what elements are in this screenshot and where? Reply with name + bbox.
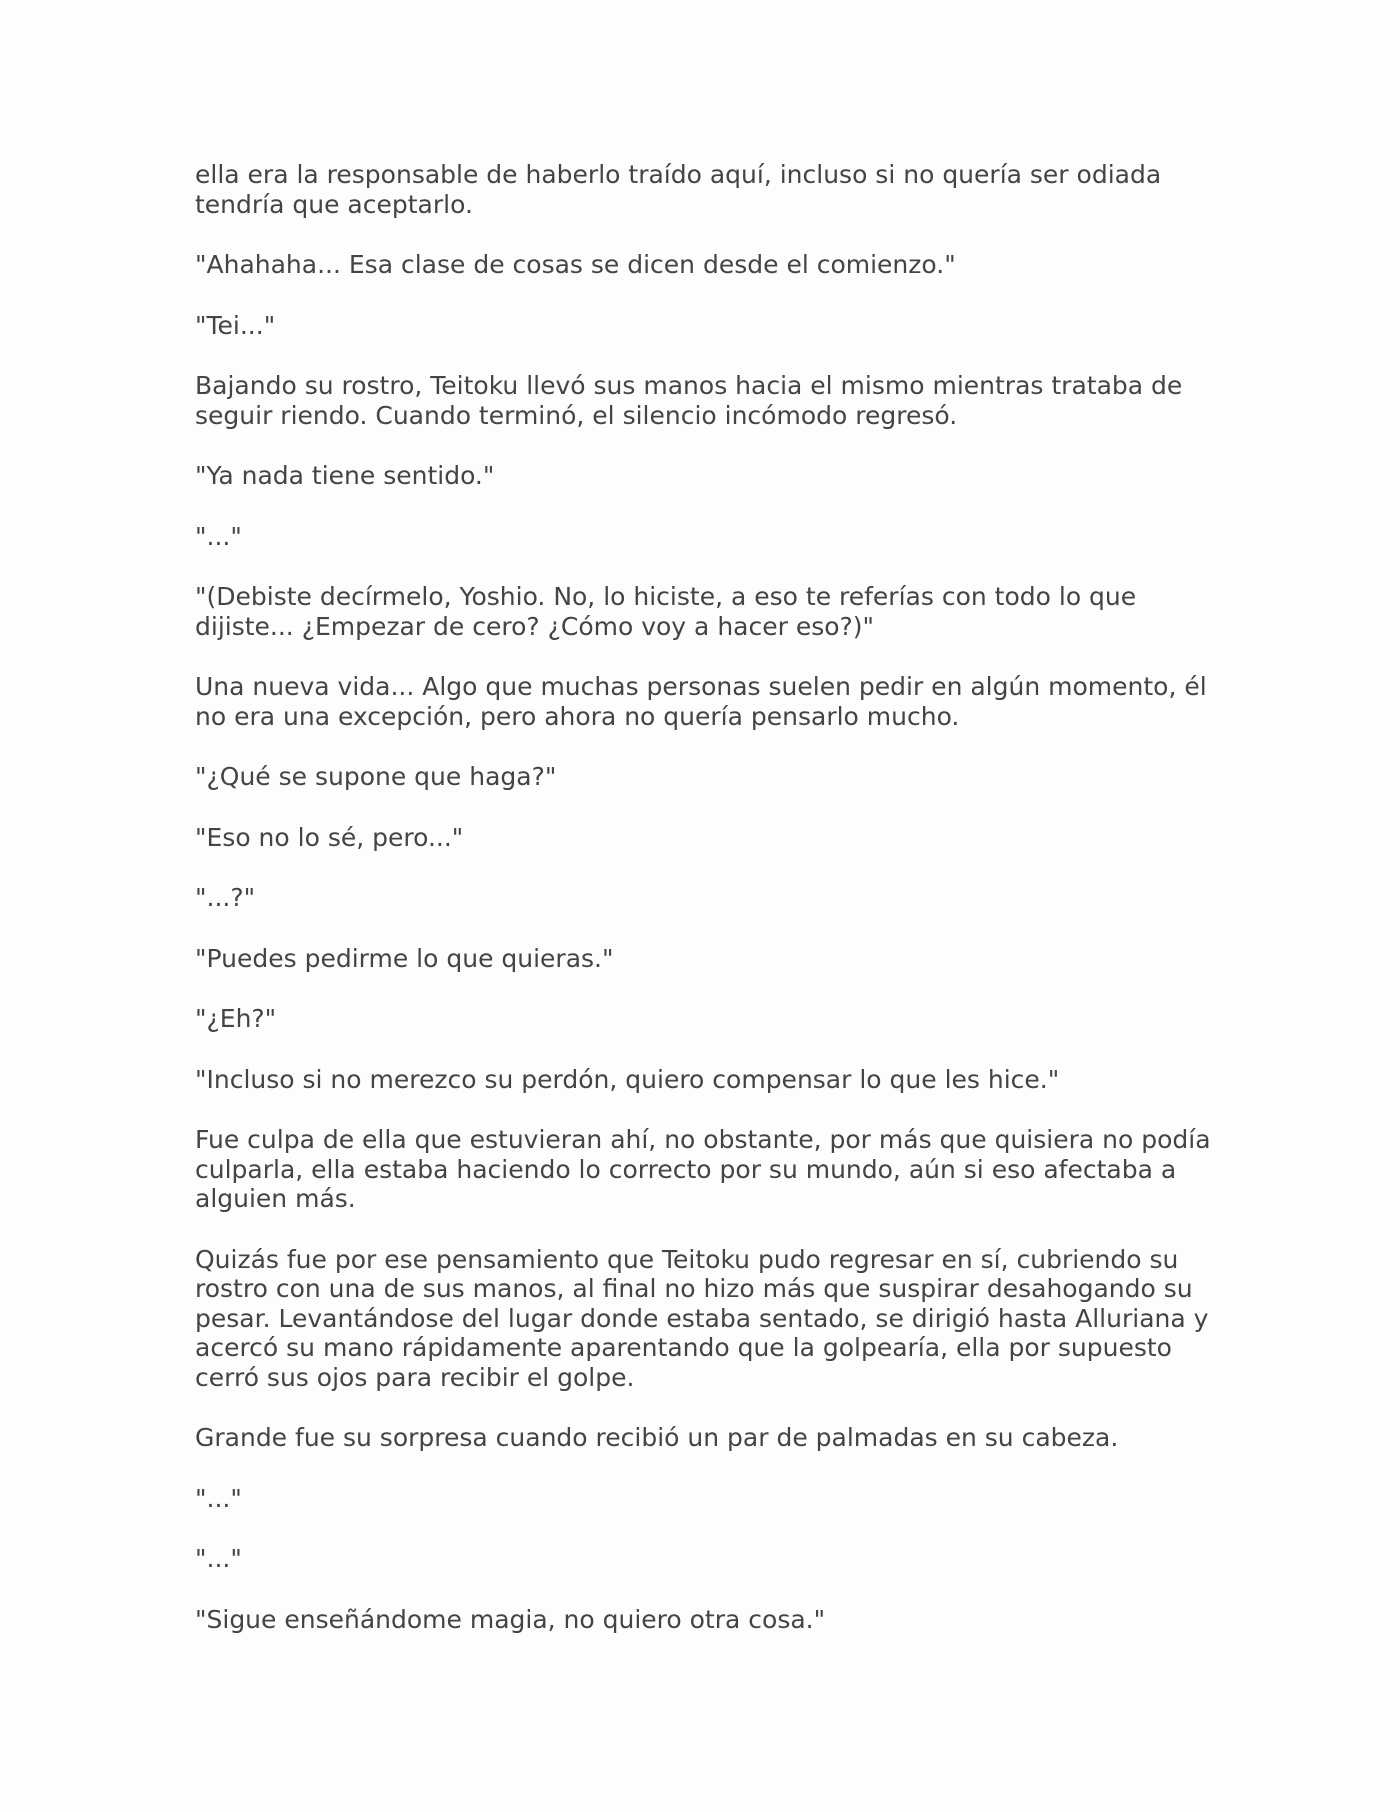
paragraph: "Eso no lo sé, pero..." (195, 822, 464, 852)
paragraph: "..." (195, 1544, 242, 1573)
paragraph: "...?" (195, 883, 256, 912)
paragraph: "..." (195, 1483, 242, 1513)
paragraph: Quizás fue por ese pensamiento que Teitoku pudo regresar en sí, cubriendo su rostro con una de sus manos, al final no hizo más que suspirar desahogando su pesar. Levantándose del lugar donde estaba sentado, se dirigió hasta Alluriana y acercó su mano rápidamente aparentando que la golpearía, ella por supuesto cerró sus ojos para recibir el golpe. (195, 1244, 1209, 1392)
paragraph: "..." (195, 521, 242, 551)
paragraph: Fue culpa de ella que estuvieran ahí, no obstante, por más que quisiera no podía culparla, ella estaba haciendo lo correcto por su mundo, aún si eso afectaba a alguien más. (195, 1125, 1211, 1213)
paragraph: "(Debiste decírmelo, Yoshio. No, lo hiciste, a eso te referías con todo lo que dijiste... ¿Empezar de cero? ¿Cómo voy a hacer eso?)" (195, 582, 1137, 641)
paragraph: "¿Eh?" (195, 1004, 277, 1033)
paragraph: "Ahahaha... Esa clase de cosas se dicen desde el comienzo." (195, 250, 956, 279)
paragraph: "Incluso si no merezco su perdón, quiero compensar lo que les hice." (195, 1064, 1060, 1094)
paragraph: ella era la responsable de haberlo traído aquí, incluso si no quería ser odiada tendría que aceptarlo. (195, 160, 1162, 219)
paragraph: "Sigue enseñándome magia, no quiero otra cosa." (195, 1604, 826, 1634)
paragraph: "¿Qué se supone que haga?" (195, 762, 557, 791)
paragraph: "Tei..." (195, 310, 276, 340)
paragraph: "Ya nada tiene sentido." (195, 461, 495, 490)
paragraph: Una nueva vida... Algo que muchas personas suelen pedir en algún momento, él no era una excepción, pero ahora no quería pensarlo mucho. (195, 672, 1207, 731)
paragraph: Grande fue su sorpresa cuando recibió un par de palmadas en su cabeza. (195, 1423, 1119, 1452)
document-page (195, 160, 1235, 1665)
paragraph: Bajando su rostro, Teitoku llevó sus manos hacia el mismo mientras trataba de seguir riendo. Cuando terminó, el silencio incómodo regresó. (195, 371, 1183, 430)
paragraph: "Puedes pedirme lo que quieras." (195, 943, 614, 973)
